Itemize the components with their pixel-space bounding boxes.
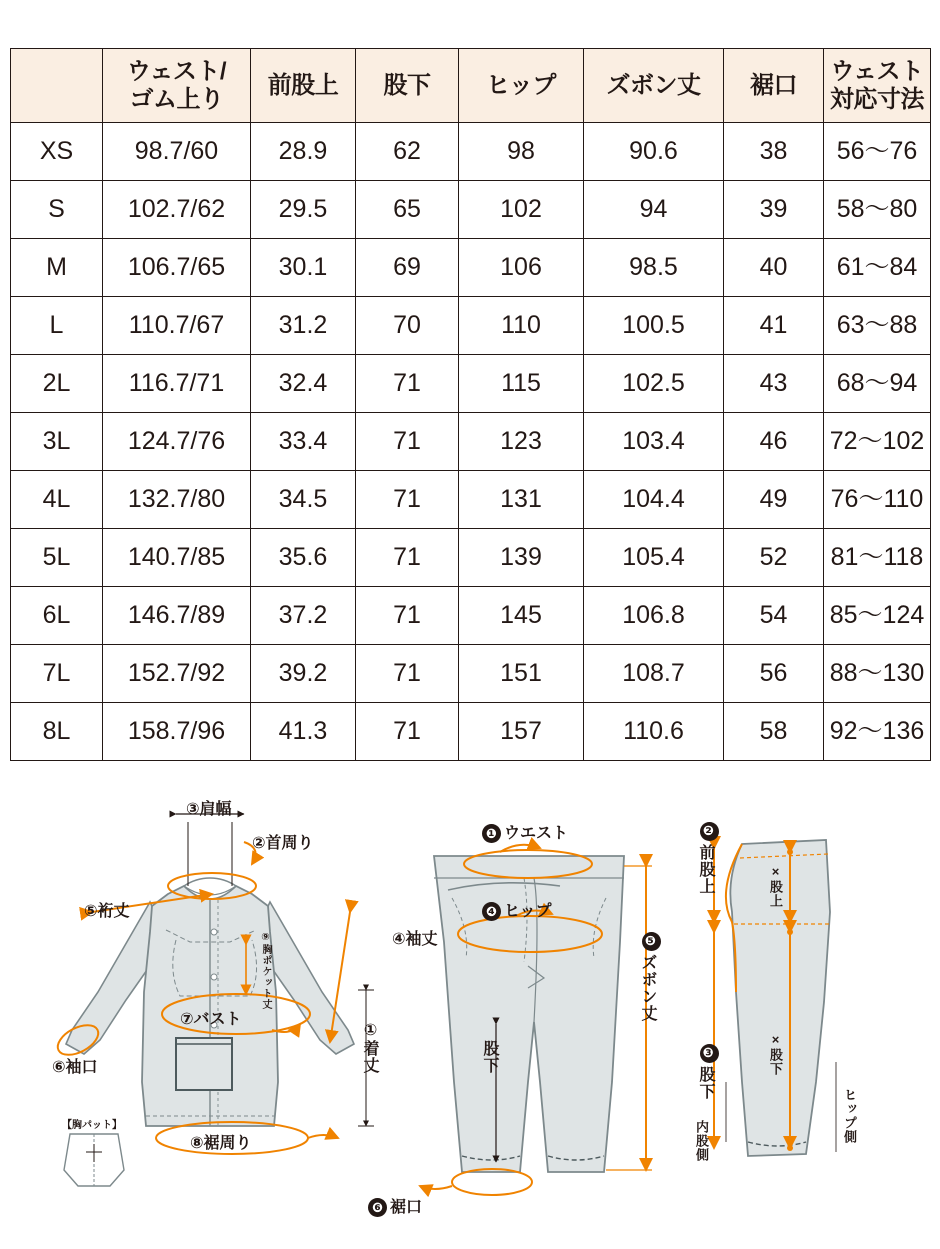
header-line-1: ズボン丈	[606, 71, 701, 99]
cell-waist-range: 88〜130	[824, 645, 931, 703]
cell-mae-matagami: 31.2	[251, 297, 356, 355]
cell-suso-guchi: 58	[724, 703, 824, 761]
cell-hip: 110	[459, 297, 584, 355]
label-pants-waist	[482, 820, 568, 843]
cell-zubon-take: 108.7	[584, 645, 724, 703]
cell-zubon-take: 110.6	[584, 703, 724, 761]
table-header-cell-mata-shita	[356, 49, 459, 123]
badge-3: ❸	[701, 1045, 717, 1062]
header-line-1: 股下	[383, 71, 431, 99]
cell-hip: 102	[459, 181, 584, 239]
cell-suso-guchi: 39	[724, 181, 824, 239]
cell-hip: 106	[459, 239, 584, 297]
table-row	[11, 529, 931, 587]
label-sode-guchi: ⑥袖口	[52, 1059, 98, 1076]
table-row	[11, 587, 931, 645]
cell-suso-guchi: 46	[724, 413, 824, 471]
cell-size: 7L	[11, 645, 103, 703]
label-side-x-matashita: ×股下	[768, 1032, 783, 1076]
cell-zubon-take: 94	[584, 181, 724, 239]
cell-mae-matagami: 39.2	[251, 645, 356, 703]
cell-mata-shita: 71	[356, 645, 459, 703]
cell-mata-shita: 71	[356, 703, 459, 761]
label-sode-take: ④袖丈	[392, 931, 438, 948]
label-pants-hip-text: ヒップ	[504, 903, 552, 920]
table-row	[11, 239, 931, 297]
label-pants-mata-shita: 股下	[481, 1040, 498, 1074]
cell-zubon-take: 105.4	[584, 529, 724, 587]
cell-waist-range: 85〜124	[824, 587, 931, 645]
cell-waist-range: 63〜88	[824, 297, 931, 355]
label-mune-pad: 【胸パット】	[62, 1120, 122, 1131]
table-header	[11, 49, 931, 123]
table-row	[11, 297, 931, 355]
cell-waist-gom: 124.7/76	[103, 413, 251, 471]
label-side-hip-gawa: ヒップ側	[842, 1088, 857, 1144]
cell-zubon-take: 104.4	[584, 471, 724, 529]
cell-mae-matagami: 37.2	[251, 587, 356, 645]
label-pants-hip	[482, 898, 552, 921]
label-yuki-take: ⑤裄丈	[84, 903, 130, 920]
table-header-cell-suso-guchi	[724, 49, 824, 123]
cell-mata-shita: 71	[356, 587, 459, 645]
cell-waist-gom: 152.7/92	[103, 645, 251, 703]
cell-mata-shita: 71	[356, 471, 459, 529]
cell-waist-range: 72〜102	[824, 413, 931, 471]
cell-hip: 98	[459, 123, 584, 181]
cell-hip: 139	[459, 529, 584, 587]
table-row	[11, 355, 931, 413]
cell-hip: 151	[459, 645, 584, 703]
cell-mata-shita: 65	[356, 181, 459, 239]
cell-waist-range: 76〜110	[824, 471, 931, 529]
cell-mata-shita: 70	[356, 297, 459, 355]
cell-waist-range: 56〜76	[824, 123, 931, 181]
table-body	[11, 123, 931, 761]
label-side-x-matagami: ×股上	[768, 864, 783, 908]
label-side-mae-matagami	[694, 822, 719, 902]
cell-mata-shita: 69	[356, 239, 459, 297]
cell-size: S	[11, 181, 103, 239]
label-pants-suso-guchi	[368, 1194, 422, 1217]
cell-zubon-take: 100.5	[584, 297, 724, 355]
table-row	[11, 703, 931, 761]
cell-mae-matagami: 28.9	[251, 123, 356, 181]
cell-suso-guchi: 38	[724, 123, 824, 181]
header-line-2: ゴム上り	[129, 85, 224, 113]
table-header-cell-waist-gom	[103, 49, 251, 123]
cell-mata-shita: 62	[356, 123, 459, 181]
label-side-uchimata: 内股側	[694, 1120, 709, 1162]
cell-zubon-take: 106.8	[584, 587, 724, 645]
cell-hip: 115	[459, 355, 584, 413]
cell-waist-gom: 140.7/85	[103, 529, 251, 587]
header-line-1: ウェスト/	[126, 57, 227, 85]
size-table	[10, 48, 931, 761]
cell-size: M	[11, 239, 103, 297]
cell-mata-shita: 71	[356, 355, 459, 413]
header-line-1: ヒップ	[486, 71, 556, 99]
cell-waist-gom: 116.7/71	[103, 355, 251, 413]
header-line-1: 裾口	[750, 71, 797, 99]
cell-size: XS	[11, 123, 103, 181]
cell-waist-gom: 110.7/67	[103, 297, 251, 355]
cell-zubon-take: 98.5	[584, 239, 724, 297]
cell-mae-matagami: 30.1	[251, 239, 356, 297]
badge-5: ❺	[643, 933, 659, 950]
cell-zubon-take: 103.4	[584, 413, 724, 471]
label-suso-mawari: ⑧裾周り	[190, 1135, 252, 1152]
cell-suso-guchi: 52	[724, 529, 824, 587]
table-row	[11, 471, 931, 529]
cell-size: L	[11, 297, 103, 355]
cell-suso-guchi: 43	[724, 355, 824, 413]
table-header-cell-hip	[459, 49, 584, 123]
label-side-mata-shita-text: 股下	[697, 1066, 714, 1100]
cell-size: 5L	[11, 529, 103, 587]
cell-suso-guchi: 54	[724, 587, 824, 645]
cell-waist-range: 92〜136	[824, 703, 931, 761]
label-pants-zubon-take	[636, 932, 661, 1052]
label-kata-haba: ③肩幅	[186, 801, 232, 818]
table-header-cell-mae-matagami	[251, 49, 356, 123]
cell-zubon-take: 90.6	[584, 123, 724, 181]
label-pants-zubon-take-text: ズボン丈	[639, 954, 656, 1022]
cell-mae-matagami: 35.6	[251, 529, 356, 587]
cell-mata-shita: 71	[356, 413, 459, 471]
table-header-row	[11, 49, 931, 123]
label-bust: ⑦バスト	[180, 1011, 242, 1028]
cell-size: 8L	[11, 703, 103, 761]
cell-waist-gom: 132.7/80	[103, 471, 251, 529]
cell-mae-matagami: 32.4	[251, 355, 356, 413]
label-pants-waist-text: ウエスト	[504, 825, 569, 842]
cell-waist-gom: 102.7/62	[103, 181, 251, 239]
size-table-wrapper	[10, 48, 930, 761]
cell-suso-guchi: 41	[724, 297, 824, 355]
table-header-cell-size	[11, 49, 103, 123]
cell-mae-matagami: 41.3	[251, 703, 356, 761]
cell-waist-range: 61〜84	[824, 239, 931, 297]
label-side-mata-shita	[694, 1044, 719, 1110]
header-line-1: 前股上	[267, 71, 339, 99]
cell-hip: 131	[459, 471, 584, 529]
cell-waist-range: 58〜80	[824, 181, 931, 239]
cell-waist-range: 68〜94	[824, 355, 931, 413]
measurement-diagram	[0, 782, 940, 1249]
badge-2: ❷	[701, 823, 717, 840]
label-kitake: ①着丈	[361, 1020, 378, 1074]
cell-waist-gom: 158.7/96	[103, 703, 251, 761]
cell-waist-gom: 98.7/60	[103, 123, 251, 181]
cell-suso-guchi: 56	[724, 645, 824, 703]
badge-4: ❹	[482, 902, 501, 921]
cell-hip: 145	[459, 587, 584, 645]
cell-waist-range: 81〜118	[824, 529, 931, 587]
cell-mata-shita: 71	[356, 529, 459, 587]
cell-size: 3L	[11, 413, 103, 471]
table-header-cell-waist-range	[824, 49, 931, 123]
badge-6: ❻	[368, 1198, 387, 1217]
label-side-mae-matagami-text: 前股上	[697, 844, 714, 895]
table-row	[11, 123, 931, 181]
table-header-cell-zubon-take	[584, 49, 724, 123]
cell-zubon-take: 102.5	[584, 355, 724, 413]
label-mune-pocket-take: ⑨胸ポケット丈	[260, 932, 271, 1010]
table-row	[11, 181, 931, 239]
label-pants-suso-guchi-text: 裾口	[390, 1199, 423, 1216]
table-row	[11, 645, 931, 703]
cell-size: 2L	[11, 355, 103, 413]
cell-waist-gom: 146.7/89	[103, 587, 251, 645]
badge-1: ❶	[482, 824, 501, 843]
cell-hip: 157	[459, 703, 584, 761]
header-line-1: ウェスト	[830, 57, 924, 85]
cell-suso-guchi: 40	[724, 239, 824, 297]
cell-size: 6L	[11, 587, 103, 645]
cell-mae-matagami: 33.4	[251, 413, 356, 471]
cell-mae-matagami: 29.5	[251, 181, 356, 239]
table-row	[11, 413, 931, 471]
cell-suso-guchi: 49	[724, 471, 824, 529]
cell-size: 4L	[11, 471, 103, 529]
cell-hip: 123	[459, 413, 584, 471]
cell-waist-gom: 106.7/65	[103, 239, 251, 297]
diagram-svg	[0, 782, 940, 1249]
label-kubi-mawari: ②首周り	[252, 835, 314, 852]
cell-mae-matagami: 34.5	[251, 471, 356, 529]
header-line-2: 対応寸法	[830, 85, 924, 113]
